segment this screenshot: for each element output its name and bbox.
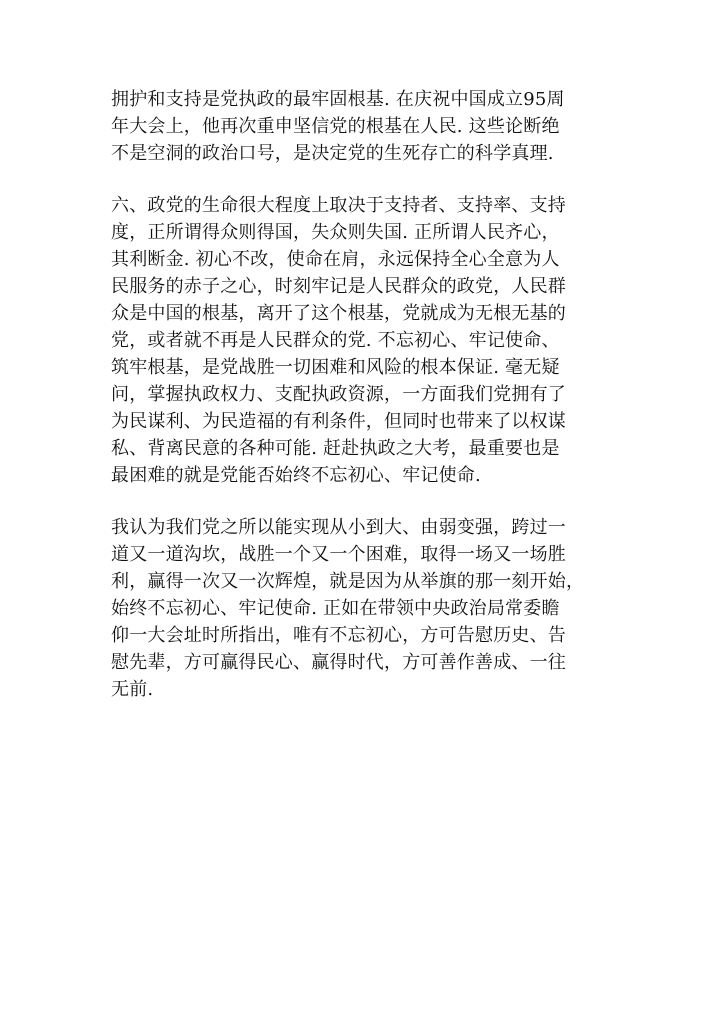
paragraph-line: 其利断金. 初心不改，使命在肩，永远保持全心全意为人: [111, 249, 560, 270]
paragraph-line: 筑牢根基，是党战胜一切困难和风险的根本保证. 毫无疑: [111, 357, 560, 378]
paragraph-line: 年大会上，他再次重申坚信党的根基在人民. 这些论断绝: [111, 116, 560, 137]
paragraph-line: 党，或者就不再是人民群众的党. 不忘初心、牢记使命、: [111, 330, 560, 351]
paragraph-3: [111, 514, 611, 703]
paragraph-line: 民服务的赤子之心，时刻牢记是人民群众的政党，人民群: [111, 276, 566, 297]
paragraph-line: 为民谋利、为民造福的有利条件，但同时也带来了以权谋: [111, 411, 566, 432]
paragraph-1: [111, 86, 611, 167]
paragraph-line: 最困难的就是党能否始终不忘初心、牢记使命.: [111, 465, 481, 486]
paragraph-2: [111, 192, 611, 489]
paragraph-line: 私、背离民意的各种可能. 赶赴执政之大考，最重要也是: [111, 438, 560, 459]
paragraph-line: 不是空洞的政治口号，是决定党的生死存亡的科学真理.: [111, 143, 554, 164]
document-body: [111, 86, 611, 728]
paragraph-line: 仰一大会址时所指出，唯有不忘初心，方可告慰历史、告: [111, 625, 566, 646]
paragraph-line: 度，正所谓得众则得国，失众则失国. 正所谓人民齐心，: [111, 222, 560, 243]
paragraph-line: 六、政党的生命很大程度上取决于支持者、支持率、支持: [111, 195, 566, 216]
paragraph-line: 慰先辈，方可赢得民心、赢得时代，方可善作善成、一往: [111, 652, 566, 673]
paragraph-line: 利，赢得一次又一次辉煌，就是因为从举旗的那一刻开始，: [111, 571, 585, 592]
paragraph-line: 道又一道沟坎，战胜一个又一个困难，取得一场又一场胜: [111, 544, 566, 565]
paragraph-line: 众是中国的根基，离开了这个根基，党就成为无根无基的: [111, 303, 566, 324]
paragraph-line: 无前.: [111, 679, 154, 700]
paragraph-line: 拥护和支持是党执政的最牢固根基. 在庆祝中国成立95周: [111, 89, 565, 110]
paragraph-line: 问，掌握执政权力、支配执政资源，一方面我们党拥有了: [111, 384, 566, 405]
paragraph-line: 始终不忘初心、牢记使命. 正如在带领中央政治局常委瞻: [111, 598, 560, 619]
paragraph-line: 我认为我们党之所以能实现从小到大、由弱变强，跨过一: [111, 517, 566, 538]
